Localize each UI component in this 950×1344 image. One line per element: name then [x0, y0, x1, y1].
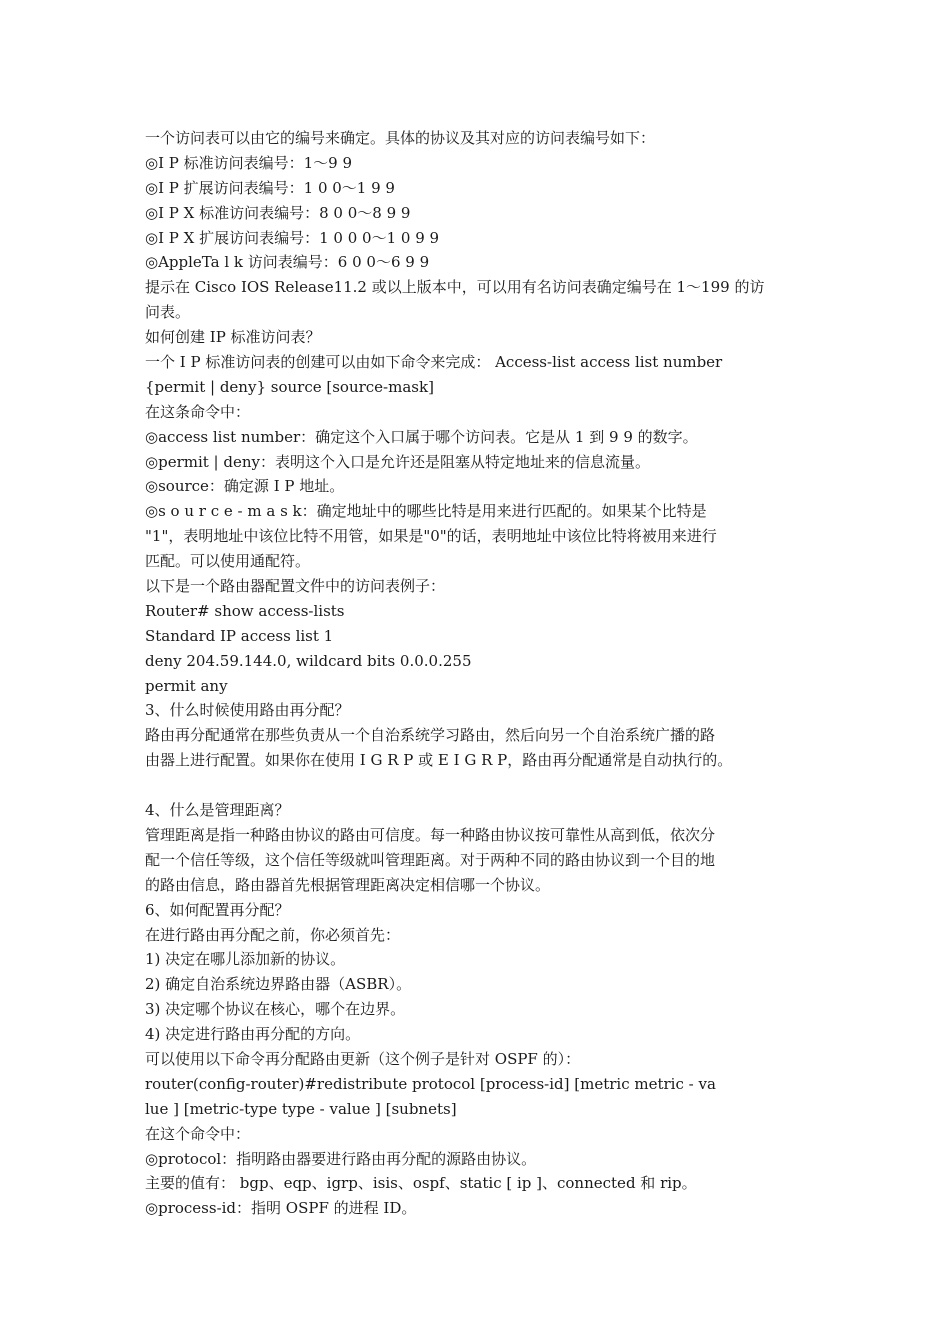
code-line: Router# show access-lists — [145, 601, 345, 620]
text-line: ◎source：确定源 I P 地址。 — [145, 477, 345, 496]
text-line: 提示在 Cisco IOS Release11.2 或以上版本中，可以用有名访问表确定编号在 1～199 的访 — [145, 278, 765, 297]
blank-line — [145, 773, 785, 798]
list-item: 1) 决定在哪儿添加新的协议。 — [145, 950, 346, 969]
section-heading: 如何创建 IP 标准访问表？ — [145, 328, 321, 347]
text-line: "1"，表明地址中该位比特不用管，如果是"0"的话，表明地址中该位比特将被用来进行 — [145, 527, 717, 546]
text-line: ◎I P 扩展访问表编号：1 0 0～1 9 9 — [145, 178, 395, 197]
text-line: 匹配。可以使用通配符。 — [145, 552, 311, 571]
code-line: permit any — [145, 676, 228, 695]
text-line: ◎AppleTa l k 访问表编号：6 0 0～6 9 9 — [145, 253, 430, 272]
text-line: ◎I P 标准访问表编号：1～9 9 — [145, 153, 353, 172]
code-line: lue ] [metric-type type - value ] [subnets] — [145, 1099, 457, 1118]
text-line: 主要的值有： bgp、eqp、igrp、isis、ospf、static [ ip ]、connected 和 rip。 — [145, 1174, 697, 1193]
text-line: ◎s o u r c e - m a s k：确定地址中的哪些比特是用来进行匹配的。如果某个比特是 — [145, 502, 707, 521]
text-line: ◎I P X 扩展访问表编号：1 0 0 0～1 0 9 9 — [145, 228, 440, 247]
text-line: 在这个命令中： — [145, 1124, 251, 1143]
text-line: 一个访问表可以由它的编号来确定。具体的协议及其对应的访问表编号如下： — [145, 129, 656, 147]
text-line: ◎permit | deny：表明这个入口是允许还是阻塞从特定地址来的信息流量。 — [145, 452, 650, 471]
text-line: 配一个信任等级，这个信任等级就叫管理距离。对于两种不同的路由协议到一个目的地 — [145, 850, 716, 869]
list-item: 2) 确定自治系统边界路由器（ASBR）。 — [145, 975, 412, 994]
code-line: Standard IP access list 1 — [145, 626, 334, 645]
text-line: {permit | deny} source [source-mask] — [145, 377, 434, 396]
text-line: 在进行路由再分配之前，你必须首先： — [145, 925, 401, 944]
text-line: ◎access list number：确定这个入口属于哪个访问表。它是从 1 到 9 9 的数字。 — [145, 427, 698, 446]
text-line: 一个 I P 标准访问表的创建可以由如下命令来完成： Access-list access list number — [145, 353, 723, 372]
text-line: 在这条命令中： — [145, 402, 251, 421]
section-heading: 4、什么是管理距离？ — [145, 801, 290, 820]
list-item: 4) 决定进行路由再分配的方向。 — [145, 1025, 361, 1044]
section-heading: 3、什么时候使用路由再分配？ — [145, 701, 350, 720]
text-line: ◎protocol：指明路由器要进行路由再分配的源路由协议。 — [145, 1149, 537, 1168]
text-line: 问表。 — [145, 303, 191, 322]
text-line: 路由再分配通常在那些负责从一个自治系统学习路由，然后向另一个自治系统广播的路 — [145, 726, 716, 745]
text-line: ◎process-id：指明 OSPF 的进程 ID。 — [145, 1199, 417, 1218]
section-heading: 6、如何配置再分配？ — [145, 900, 290, 919]
document-body — [145, 126, 785, 1221]
text-line: 以下是一个路由器配置文件中的访问表例子： — [145, 577, 446, 596]
text-line: 由器上进行配置。如果你在使用 I G R P 或 E I G R P，路由再分配通常是自动执行的。 — [145, 751, 733, 770]
text-line: ◎I P X 标准访问表编号：8 0 0～8 9 9 — [145, 203, 411, 222]
list-item: 3) 决定哪个协议在核心，哪个在边界。 — [145, 1000, 406, 1019]
text-line: 管理距离是指一种路由协议的路由可信度。每一种路由协议按可靠性从高到低，依次分 — [145, 825, 716, 844]
text-line: 可以使用以下命令再分配路由更新（这个例子是针对 OSPF 的）： — [145, 1049, 581, 1068]
code-line: router(config-router)#redistribute protocol [process-id] [metric metric - va — [145, 1074, 716, 1093]
code-line: deny 204.59.144.0, wildcard bits 0.0.0.255 — [145, 651, 472, 670]
text-line: 的路由信息，路由器首先根据管理距离决定相信哪一个协议。 — [145, 875, 551, 894]
